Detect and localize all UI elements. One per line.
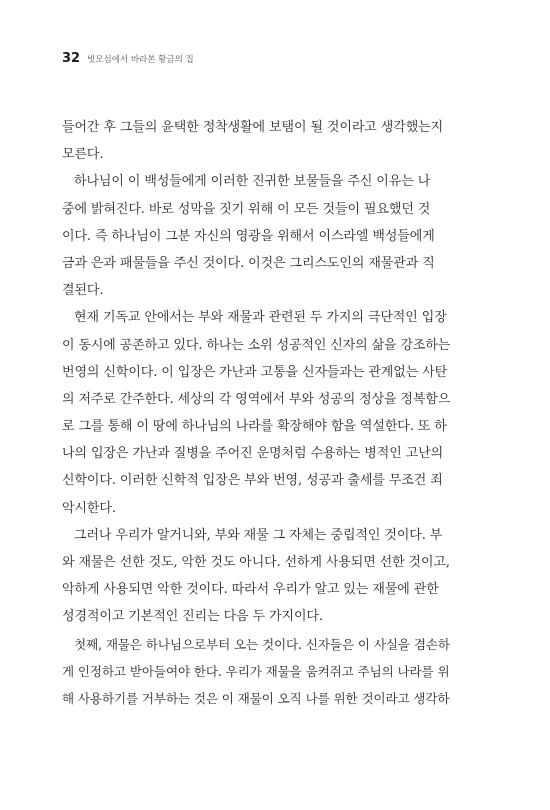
- text-line: 와 재물은 선한 것도, 악한 것도 아니다. 선하게 사용되면 선한 것이고,: [62, 555, 450, 570]
- text-line: 의 저주로 간주한다. 세상의 각 영역에서 부와 성공의 정상을 정복함으: [62, 391, 451, 407]
- text-line: 게 인정하고 받아들여야 한다. 우리가 재물을 움켜쥐고 주님의 나라를 위: [62, 663, 450, 679]
- text-line: 금과 은과 패물들을 주신 것이다. 이것은 그리스도인의 재물관과 직: [62, 255, 435, 271]
- text-line: 이다. 즉 하나님이 그분 자신의 영광을 위해서 이스라엘 백성들에게: [62, 228, 435, 244]
- running-title: 빗모섬에서 바라본 황금의 집: [87, 55, 194, 65]
- text-line: 나의 입장은 가난과 질병을 주어진 운명처럼 수용하는 병적인 고난의: [62, 446, 444, 462]
- text-line: 번영의 신학이다. 이 입장은 가난과 고통을 신자들과는 관계없는 사탄: [62, 364, 448, 380]
- text-line: 하나님이 이 백성들에게 이러한 진귀한 보물들을 주신 이유는 나: [74, 174, 431, 190]
- text-line: 모른다.: [62, 147, 104, 163]
- text-line: 현재 기독교 안에서는 부와 재물과 관련된 두 가지의 극단적인 입장: [74, 310, 447, 326]
- body-text: [62, 114, 450, 712]
- text-line: 로 그를 통해 이 땅에 하나님의 나라를 확장해야 함을 역설한다. 또 하: [62, 419, 447, 435]
- text-line: 이 동시에 공존하고 있다. 하나는 소위 성공적인 신자의 삶을 강조하는: [62, 337, 451, 353]
- text-line: 성경적이고 기본적인 진리는 다음 두 가지이다.: [62, 609, 323, 625]
- text-line: 중에 밝혀진다. 바로 성막을 짓기 위해 이 모든 것들이 필요했던 것: [62, 201, 431, 217]
- text-line: 신학이다. 이러한 신학적 입장은 부와 번영, 성공과 출세를 무조건 죄: [62, 473, 443, 489]
- text-line: 들어간 후 그들의 윤택한 정착생활에 보탬이 될 것이라고 생각했는지: [62, 120, 444, 135]
- text-line: 해 사용하기를 거부하는 것은 이 재물이 오직 나를 위한 것이라고 생각하: [62, 690, 450, 706]
- text-line: 악시한다.: [62, 500, 116, 516]
- text-line: 그러나 우리가 알거니와, 부와 재물 그 자체는 중립적인 것이다. 부: [74, 527, 443, 543]
- page-header: [62, 51, 194, 66]
- text-line: 첫째, 재물은 하나님으로부터 오는 것이다. 신자들은 이 사실을 겸손하: [74, 636, 450, 652]
- page-number: 32: [62, 51, 81, 66]
- text-line: 악하게 사용되면 악한 것이다. 따라서 우리가 알고 있는 재물에 관한: [62, 582, 439, 598]
- text-line: 결된다.: [62, 283, 104, 299]
